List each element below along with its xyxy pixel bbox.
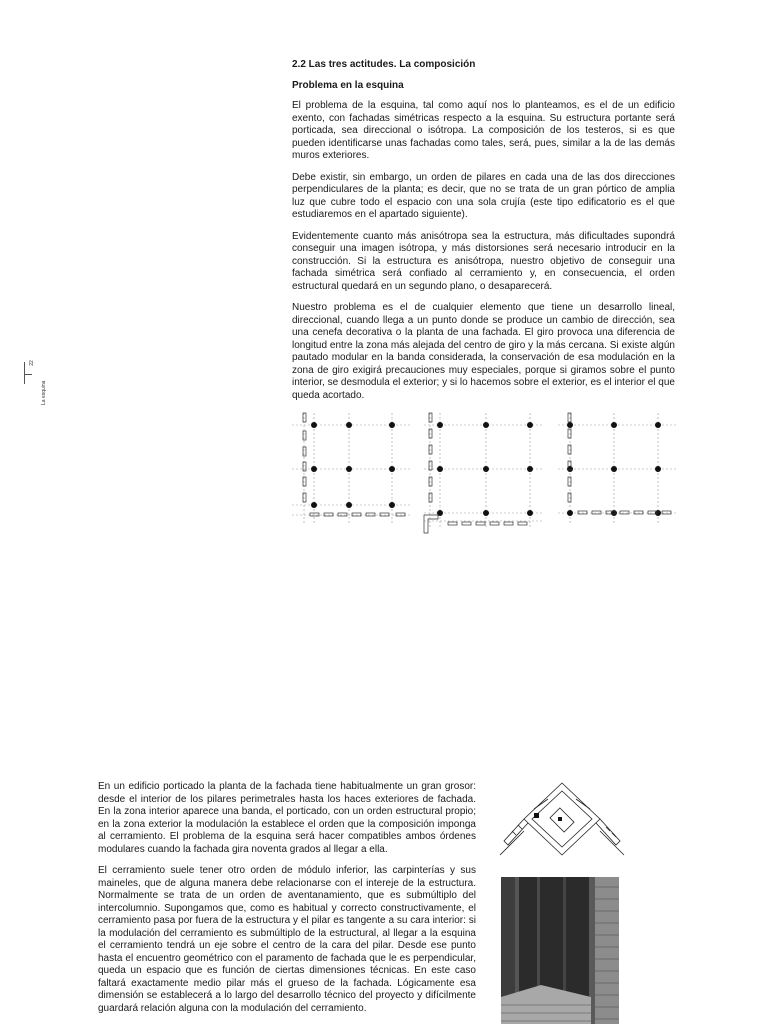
corner-axonometric-figure xyxy=(494,779,630,871)
margin-rule xyxy=(24,362,25,384)
running-title: La esquina xyxy=(41,380,47,405)
page-number: 22 xyxy=(28,360,35,366)
paragraph: Nuestro problema es el de cualquier elemento que tiene un desarrollo lineal, direccional, cuando llega a un punto donde se produce un cambio de dirección, sea una cenefa decorativa o la planta de una fachada. El giro provoca una diferencia de longitud entre la zona más alejada del centro de giro y la más cercana. Si existe algún pautado modular en la banda considerada, la conservación de esa modulación en la zona de giro exigirá precauciones muy especiales, porque si giramos sobre el punto interior, se desmodula el exterior; y si lo hacemos sobre el exterior, es el interior el que queda acortado. xyxy=(292,302,675,401)
paragraph: En un edificio porticado la planta de la fachada tiene habitualmente un gran grosor: desde el interior de los pilares perimetrales hasta los haces exteriores de fachada. En la zona interior aparece una banda, el porticado, con un orden estructural propio; en la zona exterior la modulación la establece el orden que la composición imponga al cerramiento. El problema de la esquina será hacer compatibles ambos órdenes modulares cuando la fachada gira noventa grados al llegar a ella. xyxy=(98,781,476,855)
plan-diagrams-svg xyxy=(288,407,680,537)
paragraph: El problema de la esquina, tal como aquí nos lo planteamos, es el de un edificio exento, con fachadas simétricas respecto a la esquina. Su estructura portante será porticada, sea direccional o isótropa. La composición de los testeros, si es que pueden identificarse unas fachadas como tales, será, pues, similar a la de las demás muros exteriores. xyxy=(292,100,675,161)
corner-figure-svg xyxy=(494,779,630,871)
section-subheading: Problema en la esquina xyxy=(292,79,404,91)
photo-svg xyxy=(501,877,619,1024)
main-text-column xyxy=(292,59,675,411)
lower-text-column xyxy=(98,781,476,1024)
section-heading: 2.2 Las tres actitudes. La composición xyxy=(292,59,476,70)
margin-tick xyxy=(24,374,32,375)
corner-photograph xyxy=(501,877,619,1024)
paragraph: Evidentemente cuanto más anisótropa sea la estructura, más dificultades supondrá conseguir una imagen isótropa, y más distorsiones será necesario introducir en la construcción. Si la estructura es anisótropa, nuestro objetivo de conseguir una fachada simétrica será confiado al cerramiento y, en consecuencia, el orden estructural quedará en un segundo plano, o desaparecerá. xyxy=(292,230,675,292)
corner-plan-diagrams xyxy=(288,407,680,537)
paragraph: Debe existir, sin embargo, un orden de pilares en cada una de las dos direcciones perpendiculares de la planta; es decir, que no se trata de un gran pórtico de amplia luz que cubre todo el espacio con una sola crujía (este tipo edificatorio es el que estudiaremos en el apartado siguiente). xyxy=(292,171,675,220)
paragraph: El cerramiento suele tener otro orden de módulo inferior, las carpinterías y sus maineles, que de alguna manera debe relacionarse con el intereje de la estructura. Normalmente se trata de un orden de aventanamiento, que es submúltiplo del intercolumnio. Supongamos que, como es habitual y correcto constructivamente, el cerramiento pasa por fuera de la estructura y el pilar es tangente a su cara interior: si la modulación del cerramiento es submúltiplo de la estructural, al llegar a la esquina el cerramiento tendrá un eje sobre el centro de la cara del pilar. Desde ese punto hasta el encuentro geométrico con el paramento de fachada que le es perpendicular, queda un espacio que es función de ciertas dimensiones técnicas. En este caso faltará exactamente medio pilar más el grueso de la fachada. Lógicamente esa dimensión se establecerá a lo largo del desarrollo técnico del proyecto y difícilmente guardará relación alguna con la modulación del cerramiento. xyxy=(98,865,476,1014)
